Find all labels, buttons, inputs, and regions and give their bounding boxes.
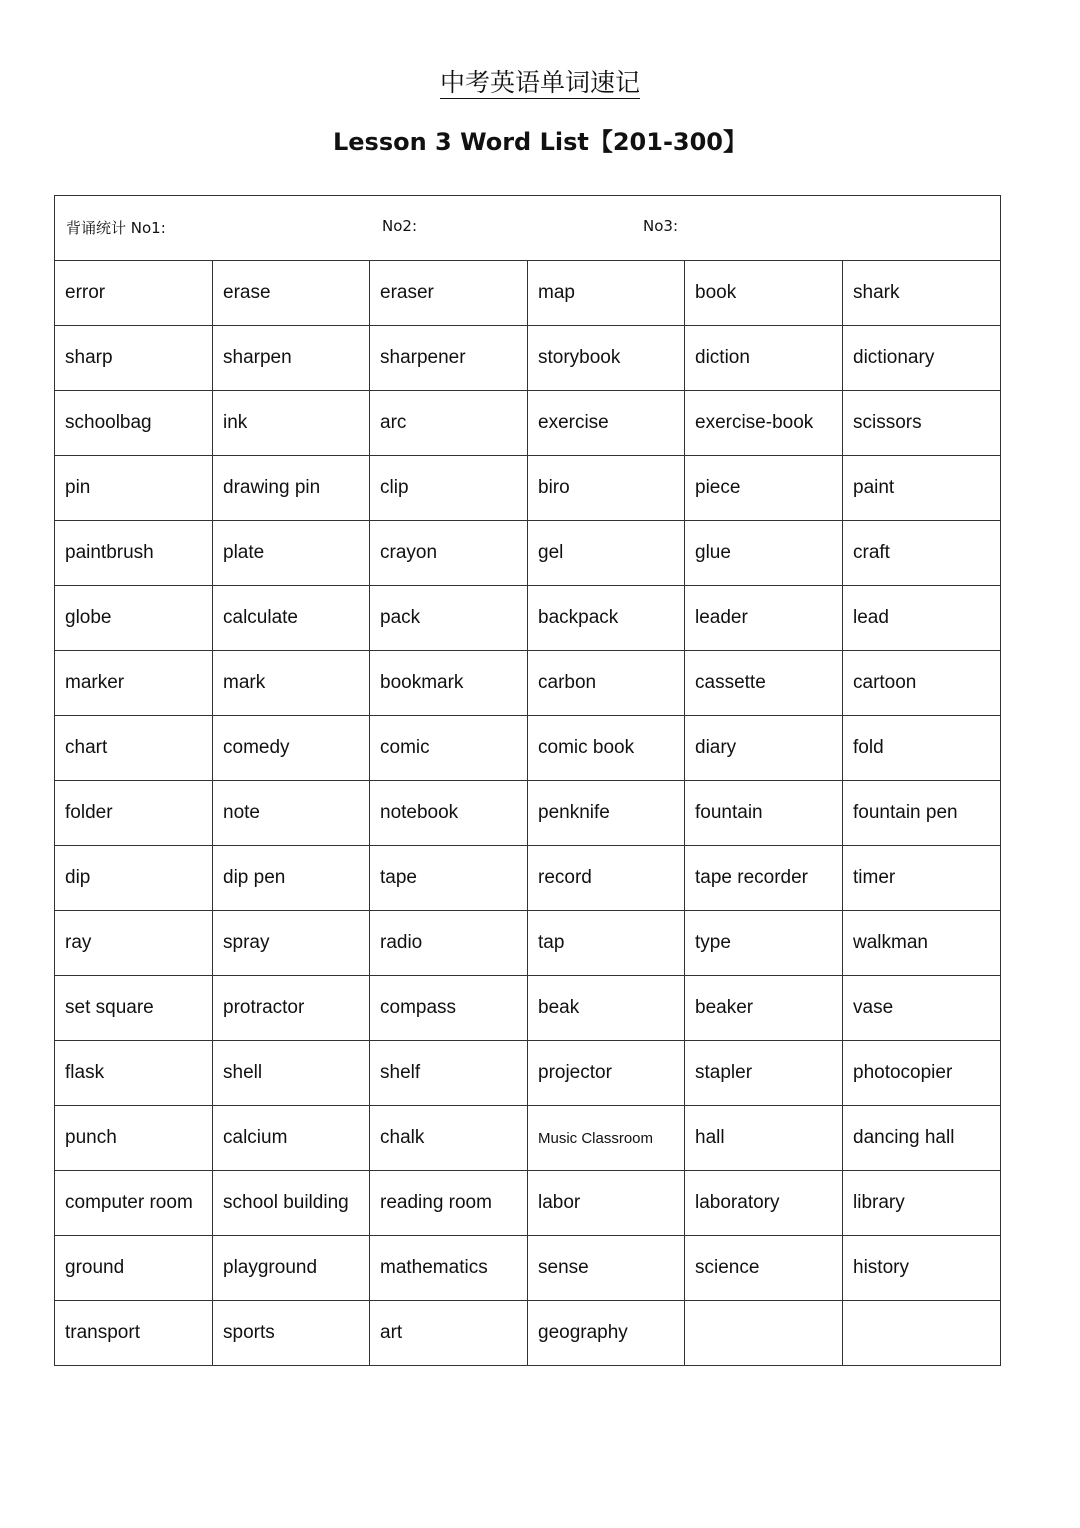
word-cell: notebook	[370, 781, 528, 846]
word-cell: clip	[370, 456, 528, 521]
word-cell	[685, 1301, 843, 1366]
word-cell: diction	[685, 326, 843, 391]
word-cell: Music Classroom	[528, 1106, 685, 1171]
word-cell: arc	[370, 391, 528, 456]
word-cell: paint	[843, 456, 1001, 521]
word-cell: schoolbag	[55, 391, 213, 456]
word-cell: lead	[843, 586, 1001, 651]
table-row	[55, 261, 1001, 326]
word-cell: dancing hall	[843, 1106, 1001, 1171]
word-cell: transport	[55, 1301, 213, 1366]
table-row	[55, 326, 1001, 391]
word-cell: computer room	[55, 1171, 213, 1236]
table-row	[55, 781, 1001, 846]
word-cell: chalk	[370, 1106, 528, 1171]
word-cell: scissors	[843, 391, 1001, 456]
word-cell: tape recorder	[685, 846, 843, 911]
word-cell: beaker	[685, 976, 843, 1041]
word-cell: marker	[55, 651, 213, 716]
word-cell: school building	[213, 1171, 370, 1236]
table-row	[55, 976, 1001, 1041]
word-cell: dictionary	[843, 326, 1001, 391]
word-cell: spray	[213, 911, 370, 976]
word-cell: pack	[370, 586, 528, 651]
word-cell: comic book	[528, 716, 685, 781]
word-cell: walkman	[843, 911, 1001, 976]
word-cell: gel	[528, 521, 685, 586]
page-title-chinese: 中考英语单词速记	[439, 68, 640, 97]
table-row	[55, 391, 1001, 456]
word-cell: shark	[843, 261, 1001, 326]
word-table-body	[55, 196, 1001, 1366]
word-cell: diary	[685, 716, 843, 781]
word-cell: photocopier	[843, 1041, 1001, 1106]
recitation-count-no1: 背诵统计 No1:	[66, 219, 166, 237]
word-cell: folder	[55, 781, 213, 846]
word-cell: science	[685, 1236, 843, 1301]
word-cell: mark	[213, 651, 370, 716]
word-cell: tape	[370, 846, 528, 911]
recitation-count-no3: No3:	[643, 217, 678, 235]
table-row	[55, 1106, 1001, 1171]
word-cell: note	[213, 781, 370, 846]
word-cell: plate	[213, 521, 370, 586]
word-cell: pin	[55, 456, 213, 521]
word-table-container	[54, 195, 1000, 1366]
word-cell: type	[685, 911, 843, 976]
recitation-count-no2: No2:	[382, 217, 417, 235]
word-cell: punch	[55, 1106, 213, 1171]
word-cell: projector	[528, 1041, 685, 1106]
word-cell: error	[55, 261, 213, 326]
word-cell: tap	[528, 911, 685, 976]
table-row	[55, 1171, 1001, 1236]
word-cell: shelf	[370, 1041, 528, 1106]
word-cell: vase	[843, 976, 1001, 1041]
word-cell: globe	[55, 586, 213, 651]
word-cell: fold	[843, 716, 1001, 781]
table-row	[55, 651, 1001, 716]
word-cell: piece	[685, 456, 843, 521]
word-cell: sharp	[55, 326, 213, 391]
recitation-stats-cell	[55, 196, 1001, 261]
table-row	[55, 586, 1001, 651]
word-cell: bookmark	[370, 651, 528, 716]
word-cell: geography	[528, 1301, 685, 1366]
word-cell: backpack	[528, 586, 685, 651]
word-cell: library	[843, 1171, 1001, 1236]
word-cell: fountain	[685, 781, 843, 846]
word-cell: beak	[528, 976, 685, 1041]
table-row	[55, 456, 1001, 521]
word-cell: sense	[528, 1236, 685, 1301]
word-cell: protractor	[213, 976, 370, 1041]
word-cell: craft	[843, 521, 1001, 586]
word-cell: stapler	[685, 1041, 843, 1106]
table-row	[55, 1301, 1001, 1366]
word-cell: comic	[370, 716, 528, 781]
word-cell	[843, 1301, 1001, 1366]
word-cell: drawing pin	[213, 456, 370, 521]
word-cell: comedy	[213, 716, 370, 781]
word-cell: chart	[55, 716, 213, 781]
word-cell: ink	[213, 391, 370, 456]
table-row	[55, 1236, 1001, 1301]
word-cell: flask	[55, 1041, 213, 1106]
word-cell: storybook	[528, 326, 685, 391]
word-cell: glue	[685, 521, 843, 586]
word-cell: timer	[843, 846, 1001, 911]
table-row	[55, 846, 1001, 911]
word-cell: crayon	[370, 521, 528, 586]
word-cell: mathematics	[370, 1236, 528, 1301]
word-cell: art	[370, 1301, 528, 1366]
word-cell: laboratory	[685, 1171, 843, 1236]
word-cell: biro	[528, 456, 685, 521]
word-cell: fountain pen	[843, 781, 1001, 846]
word-cell: book	[685, 261, 843, 326]
word-cell: dip	[55, 846, 213, 911]
word-table	[54, 195, 1001, 1366]
table-row	[55, 716, 1001, 781]
table-row	[55, 521, 1001, 586]
word-cell: labor	[528, 1171, 685, 1236]
word-cell: dip pen	[213, 846, 370, 911]
word-cell: exercise-book	[685, 391, 843, 456]
word-cell: calculate	[213, 586, 370, 651]
word-cell: radio	[370, 911, 528, 976]
word-cell: sports	[213, 1301, 370, 1366]
word-cell: calcium	[213, 1106, 370, 1171]
word-cell: record	[528, 846, 685, 911]
word-cell: paintbrush	[55, 521, 213, 586]
word-cell: history	[843, 1236, 1001, 1301]
word-cell: playground	[213, 1236, 370, 1301]
word-cell: erase	[213, 261, 370, 326]
table-row	[55, 1041, 1001, 1106]
word-cell: set square	[55, 976, 213, 1041]
word-cell: eraser	[370, 261, 528, 326]
word-cell: cassette	[685, 651, 843, 716]
word-cell: shell	[213, 1041, 370, 1106]
word-cell: exercise	[528, 391, 685, 456]
word-cell: compass	[370, 976, 528, 1041]
word-cell: ray	[55, 911, 213, 976]
word-cell: ground	[55, 1236, 213, 1301]
word-cell: cartoon	[843, 651, 1001, 716]
word-cell: penknife	[528, 781, 685, 846]
recitation-stats-row	[55, 196, 1001, 261]
word-cell: leader	[685, 586, 843, 651]
table-row	[55, 911, 1001, 976]
word-cell: sharpen	[213, 326, 370, 391]
page-title-english: Lesson 3 Word List【201-300】	[332, 128, 748, 156]
word-cell: map	[528, 261, 685, 326]
word-cell: hall	[685, 1106, 843, 1171]
word-cell: reading room	[370, 1171, 528, 1236]
word-cell: sharpener	[370, 326, 528, 391]
word-cell: carbon	[528, 651, 685, 716]
